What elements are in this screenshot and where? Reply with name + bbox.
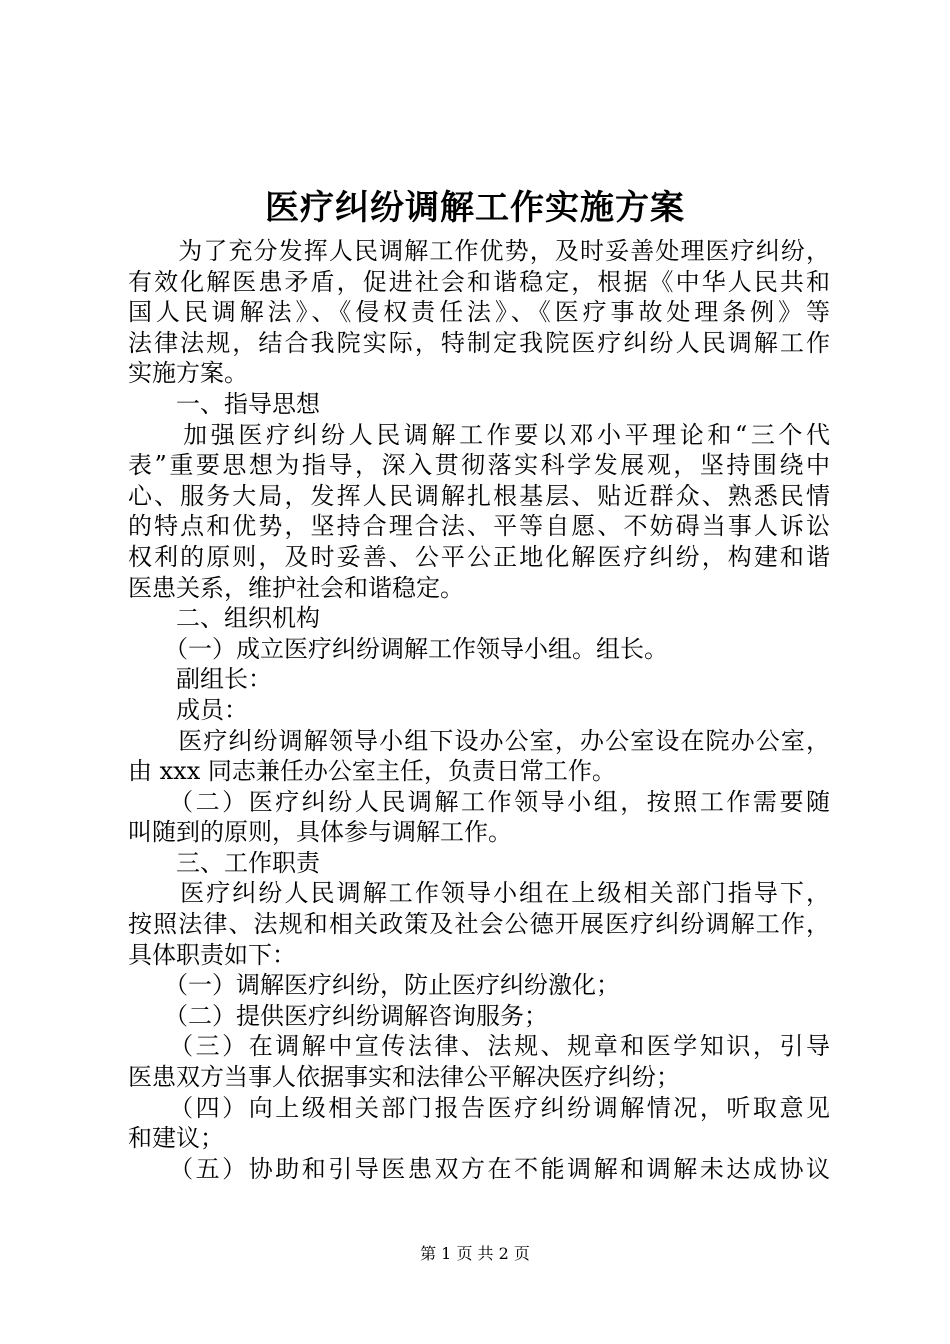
text-line: （三）在调解中宣传法律、法规、规章和医学知识，引导 (128, 1032, 830, 1061)
text-line: 医患双方当事人依据事实和法律公平解决医疗纠纷； (128, 1063, 680, 1092)
text-line: 加强医疗纠纷人民调解工作要以邓小平理论和“三个代 (128, 420, 830, 449)
text-line: 按照法律、法规和相关政策及社会公德开展医疗纠纷调解工作， (128, 910, 830, 939)
text-line: 国人民调解法》、《侵权责任法》、《医疗事故处理条例》等 (128, 298, 830, 327)
text-line: 实施方案。 (128, 359, 248, 388)
document-body (128, 236, 830, 1184)
text-line: 医疗纠纷人民调解工作领导小组在上级相关部门指导下， (128, 879, 830, 908)
text-line: 和建议； (128, 1124, 224, 1153)
text-line: （五）协助和引导医患双方在不能调解和调解未达成协议 (128, 1154, 830, 1183)
page-footer: 第 1 页 共 2 页 (420, 1244, 530, 1263)
text-line: 二、组织机构 (128, 604, 320, 633)
text-line: （二）提供医疗纠纷调解咨询服务； (128, 1001, 548, 1030)
text-line: 三、工作职责 (128, 848, 320, 877)
text-line: 的特点和优势，坚持合理合法、平等自愿、不妨碍当事人诉讼 (128, 512, 830, 541)
document-title: 医疗纠纷调解工作实施方案 (265, 188, 685, 228)
text-line: 法律法规，结合我院实际，特制定我院医疗纠纷人民调解工作 (128, 328, 830, 357)
text-line: 一、指导思想 (128, 389, 320, 418)
text-line: 医患关系，维护社会和谐稳定。 (128, 573, 464, 602)
text-line: 有效化解医患矛盾，促进社会和谐稳定，根据《中华人民共和 (128, 267, 830, 296)
text-line: 权利的原则，及时妥善、公平公正地化解医疗纠纷，构建和谐 (128, 542, 830, 571)
text-line: 具体职责如下： (128, 940, 296, 969)
text-line: 副组长： (128, 665, 272, 694)
text-line: 叫随到的原则，具体参与调解工作。 (128, 818, 512, 847)
text-line: 医疗纠纷调解领导小组下设办公室，办公室设在院办公室， (128, 726, 830, 755)
text-line: 为了充分发挥人民调解工作优势，及时妥善处理医疗纠纷， (128, 237, 830, 265)
text-line: 成员： (128, 695, 248, 724)
text-line: 心、服务大局，发挥人民调解扎根基层、贴近群众、熟悉民情 (128, 481, 830, 510)
text-line: （四）向上级相关部门报告医疗纠纷调解情况，听取意见 (128, 1093, 830, 1122)
text-line: （一）成立医疗纠纷调解工作领导小组。组长。 (128, 634, 668, 663)
text-line: （二）医疗纠纷人民调解工作领导小组，按照工作需要随 (128, 787, 830, 816)
text-line: 表”重要思想为指导，深入贯彻落实科学发展观，坚持围绕中 (128, 451, 830, 480)
text-line: （一）调解医疗纠纷，防止医疗纠纷激化； (128, 971, 620, 1000)
text-line: 由 xxx 同志兼任办公室主任，负责日常工作。 (128, 757, 616, 786)
